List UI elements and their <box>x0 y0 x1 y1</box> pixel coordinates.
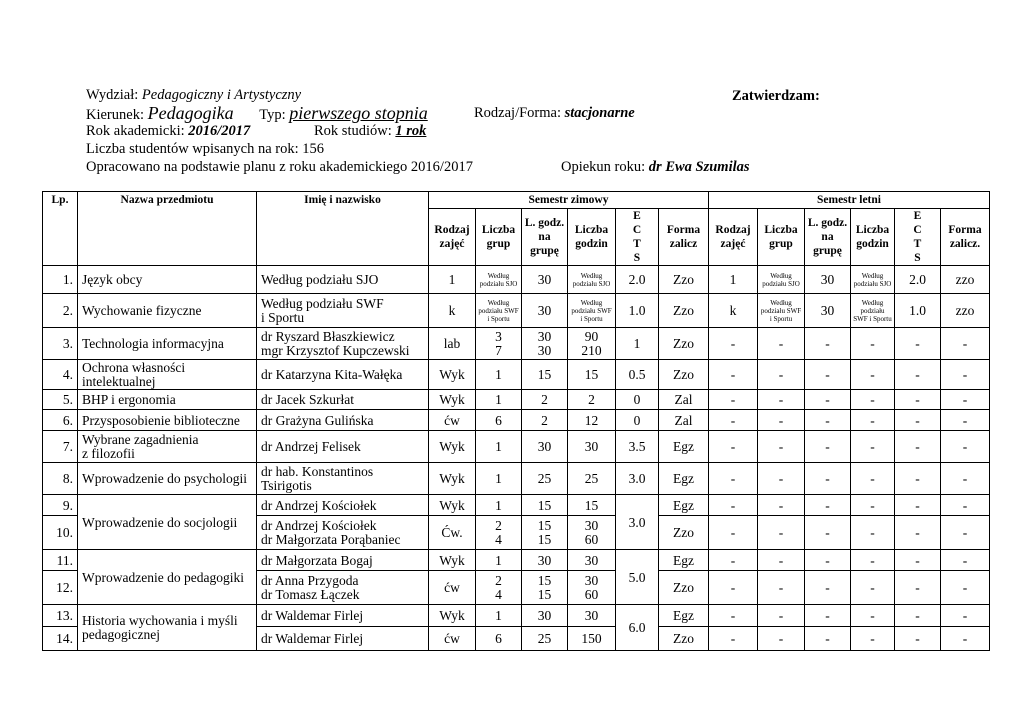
winter-hours-total: 90 210 <box>568 328 616 360</box>
winter-ects-header: E C T S <box>616 209 659 266</box>
winter-class-type: Wyk <box>429 360 476 390</box>
summer-hours-per-group: - <box>805 328 851 360</box>
row-number: 5. <box>43 390 78 410</box>
winter-hours-per-group: 15 <box>522 360 568 390</box>
summer-ects: 1.0 <box>895 294 941 328</box>
summer-hours-per-group: - <box>805 516 851 550</box>
winter-form: Zal <box>659 390 709 410</box>
summer-hours-total: - <box>851 495 895 516</box>
faculty-label: Wydział: <box>86 87 139 103</box>
summer-groups: - <box>758 360 805 390</box>
summer-groups-header: Liczba grup <box>758 209 805 266</box>
table-row <box>43 463 990 495</box>
winter-class-type: 1 <box>429 266 476 294</box>
table-row <box>43 390 990 410</box>
summer-ects: - <box>895 390 941 410</box>
summer-class-type: 1 <box>709 266 758 294</box>
summer-hours-per-group: - <box>805 627 851 651</box>
summer-hours-total: - <box>851 550 895 571</box>
type-value: pierwszego stopnia <box>289 103 428 123</box>
winter-hours-per-group: 25 <box>522 627 568 651</box>
summer-hours-total: - <box>851 410 895 431</box>
winter-hours-total: 25 <box>568 463 616 495</box>
summer-form: - <box>941 410 990 431</box>
summer-form: - <box>941 627 990 651</box>
winter-groups: Według podziału SWF i Sportu <box>476 294 522 328</box>
winter-hours-per-group: 30 <box>522 605 568 627</box>
academic-year-label: Rok akademicki: <box>86 123 185 139</box>
summer-hours-per-group: 30 <box>805 266 851 294</box>
subject-name: Historia wychowania i myśli pedagogicznej <box>78 605 257 651</box>
winter-hours-per-group-header: L. godz. na grupę <box>522 209 568 266</box>
subject-name: Wprowadzenie do psychologii <box>78 463 257 495</box>
winter-hours-total: 15 <box>568 360 616 390</box>
summer-class-type: - <box>709 605 758 627</box>
table-row <box>43 550 990 571</box>
winter-hours-per-group: 30 30 <box>522 328 568 360</box>
winter-ects: 5.0 <box>616 550 659 605</box>
summer-form: - <box>941 431 990 463</box>
winter-hours-per-group: 30 <box>522 294 568 328</box>
supervisor-value: dr Ewa Szumilas <box>648 159 750 175</box>
summer-hours-per-group: - <box>805 571 851 605</box>
summer-groups: - <box>758 571 805 605</box>
teacher-name: dr Małgorzata Bogaj <box>257 550 429 571</box>
winter-form: Zzo <box>659 516 709 550</box>
teacher-name: dr Ryszard Błaszkiewicz mgr Krzysztof Kupczewski <box>257 328 429 360</box>
row-number: 14. <box>43 627 78 651</box>
teacher-name: dr Jacek Szkurłat <box>257 390 429 410</box>
winter-form: Zal <box>659 410 709 431</box>
winter-hours-per-group: 15 15 <box>522 516 568 550</box>
winter-hours-per-group: 25 <box>522 463 568 495</box>
summer-groups: - <box>758 516 805 550</box>
students-count-line: Liczba studentów wpisanych na rok: 156 <box>86 141 324 157</box>
teacher-name: dr Andrzej Felisek <box>257 431 429 463</box>
winter-form: Egz <box>659 495 709 516</box>
subject-name: BHP i ergonomia <box>78 390 257 410</box>
winter-form: Zzo <box>659 266 709 294</box>
summer-hours-total: - <box>851 463 895 495</box>
summer-class-type-header: Rodzaj zajęć <box>709 209 758 266</box>
winter-groups: 1 <box>476 390 522 410</box>
winter-groups: 1 <box>476 605 522 627</box>
summer-groups: Według podziału SWF i Sportu <box>758 294 805 328</box>
winter-class-type: ćw <box>429 627 476 651</box>
summer-semester-header: Semestr letni <box>709 192 990 209</box>
study-year-label: Rok studiów: <box>314 123 392 139</box>
teacher-name: Według podziału SWF i Sportu <box>257 294 429 328</box>
study-year-value: 1 rok <box>395 123 427 139</box>
winter-hours-per-group: 30 <box>522 431 568 463</box>
summer-form: - <box>941 360 990 390</box>
type-label: Typ: <box>259 107 286 123</box>
summer-groups: - <box>758 495 805 516</box>
winter-form: Zzo <box>659 627 709 651</box>
winter-groups: 1 <box>476 431 522 463</box>
academic-year-value: 2016/2017 <box>188 123 251 139</box>
winter-hours-total-header: Liczba godzin <box>568 209 616 266</box>
mode-label: Rodzaj/Forma: <box>474 105 561 121</box>
winter-ects: 0 <box>616 410 659 431</box>
winter-groups: 2 4 <box>476 516 522 550</box>
teacher-name: dr Andrzej Kościołek dr Małgorzata Porąbaniec <box>257 516 429 550</box>
summer-hours-per-group: - <box>805 360 851 390</box>
summer-hours-total: - <box>851 390 895 410</box>
mode-value: stacjonarne <box>564 105 635 121</box>
winter-form: Zzo <box>659 571 709 605</box>
summer-hours-total: - <box>851 605 895 627</box>
winter-ects: 0.5 <box>616 360 659 390</box>
summer-hours-per-group: - <box>805 463 851 495</box>
subject-name: Wprowadzenie do socjologii <box>78 495 257 550</box>
winter-hours-per-group: 2 <box>522 390 568 410</box>
winter-class-type: lab <box>429 328 476 360</box>
table-row <box>43 605 990 627</box>
table-row <box>43 431 990 463</box>
summer-ects-header: E C T S <box>895 209 941 266</box>
summer-ects: - <box>895 410 941 431</box>
summer-groups: - <box>758 390 805 410</box>
course-label: Kierunek: <box>86 107 144 123</box>
teacher-name: dr Anna Przygoda dr Tomasz Łączek <box>257 571 429 605</box>
summer-class-type: - <box>709 360 758 390</box>
table-row <box>43 266 990 294</box>
winter-ects: 0 <box>616 390 659 410</box>
winter-hours-total: 30 60 <box>568 516 616 550</box>
summer-class-type: - <box>709 516 758 550</box>
based-on-line <box>86 158 846 176</box>
teacher-name: dr hab. Konstantinos Tsirigotis <box>257 463 429 495</box>
summer-groups: Według podziału SJO <box>758 266 805 294</box>
row-number: 12. <box>43 571 78 605</box>
summer-groups: - <box>758 463 805 495</box>
table-row <box>43 294 990 328</box>
summer-form: - <box>941 605 990 627</box>
winter-groups: Według podziału SJO <box>476 266 522 294</box>
winter-hours-total: 2 <box>568 390 616 410</box>
winter-form: Egz <box>659 605 709 627</box>
winter-class-type: ćw <box>429 571 476 605</box>
study-plan-table <box>42 191 990 651</box>
summer-form: zzo <box>941 294 990 328</box>
row-number: 2. <box>43 294 78 328</box>
row-number: 6. <box>43 410 78 431</box>
subject-name: Wychowanie fizyczne <box>78 294 257 328</box>
summer-form: - <box>941 571 990 605</box>
winter-hours-total: 12 <box>568 410 616 431</box>
summer-groups: - <box>758 431 805 463</box>
summer-form: - <box>941 495 990 516</box>
summer-hours-total: - <box>851 571 895 605</box>
summer-form: zzo <box>941 266 990 294</box>
summer-hours-per-group: 30 <box>805 294 851 328</box>
summer-form: - <box>941 328 990 360</box>
winter-hours-total: Według podziału SJO <box>568 266 616 294</box>
summer-hours-total: - <box>851 328 895 360</box>
winter-form: Zzo <box>659 360 709 390</box>
teacher-name: dr Andrzej Kościołek <box>257 495 429 516</box>
summer-form: - <box>941 516 990 550</box>
summer-class-type: - <box>709 495 758 516</box>
summer-hours-per-group: - <box>805 410 851 431</box>
summer-form: - <box>941 463 990 495</box>
summer-hours-total: - <box>851 627 895 651</box>
row-number: 9. <box>43 495 78 516</box>
supervisor-label: Opiekun roku: <box>561 159 646 175</box>
winter-form: Zzo <box>659 328 709 360</box>
summer-class-type: - <box>709 431 758 463</box>
summer-ects: - <box>895 516 941 550</box>
winter-class-type: k <box>429 294 476 328</box>
subject-name: Wprowadzenie do pedagogiki <box>78 550 257 605</box>
winter-class-type: Wyk <box>429 605 476 627</box>
summer-hours-per-group: - <box>805 431 851 463</box>
winter-groups: 1 <box>476 495 522 516</box>
winter-ects: 1 <box>616 328 659 360</box>
row-number: 13. <box>43 605 78 627</box>
winter-class-type: Wyk <box>429 390 476 410</box>
summer-hours-total-header: Liczba godzin <box>851 209 895 266</box>
row-number: 3. <box>43 328 78 360</box>
summer-hours-per-group-header: L. godz. na grupę <box>805 209 851 266</box>
teacher-name: dr Grażyna Gulińska <box>257 410 429 431</box>
winter-form: Egz <box>659 550 709 571</box>
summer-class-type: - <box>709 328 758 360</box>
winter-groups: 1 <box>476 550 522 571</box>
winter-groups: 2 4 <box>476 571 522 605</box>
summer-class-type: k <box>709 294 758 328</box>
winter-hours-total: Według podziału SWF i Sportu <box>568 294 616 328</box>
winter-groups: 3 7 <box>476 328 522 360</box>
summer-ects: - <box>895 463 941 495</box>
summer-groups: - <box>758 605 805 627</box>
summer-class-type: - <box>709 571 758 605</box>
winter-form: Egz <box>659 463 709 495</box>
table-row <box>43 410 990 431</box>
row-number: 11. <box>43 550 78 571</box>
summer-hours-per-group: - <box>805 550 851 571</box>
summer-ects: - <box>895 571 941 605</box>
teacher-name: dr Katarzyna Kita-Wałęka <box>257 360 429 390</box>
winter-ects: 3.0 <box>616 463 659 495</box>
row-number: 10. <box>43 516 78 550</box>
winter-semester-header: Semestr zimowy <box>429 192 709 209</box>
summer-hours-total: Według podziału SWF i Sportu <box>851 294 895 328</box>
summer-ects: - <box>895 495 941 516</box>
winter-groups: 6 <box>476 410 522 431</box>
winter-class-type: Wyk <box>429 495 476 516</box>
summer-hours-total: - <box>851 360 895 390</box>
summer-ects: - <box>895 431 941 463</box>
winter-ects: 6.0 <box>616 605 659 651</box>
winter-groups: 1 <box>476 360 522 390</box>
winter-hours-per-group: 2 <box>522 410 568 431</box>
summer-ects: - <box>895 605 941 627</box>
summer-hours-total: - <box>851 431 895 463</box>
course-line <box>86 104 846 122</box>
table-row <box>43 328 990 360</box>
winter-ects: 3.5 <box>616 431 659 463</box>
faculty-value: Pedagogiczny i Artystyczny <box>141 87 302 103</box>
approval-label: Zatwierdzam: <box>732 88 820 104</box>
winter-hours-per-group: 15 15 <box>522 571 568 605</box>
winter-hours-total: 15 <box>568 495 616 516</box>
summer-class-type: - <box>709 410 758 431</box>
summer-hours-per-group: - <box>805 390 851 410</box>
winter-class-type: ćw <box>429 410 476 431</box>
summer-hours-total: Według podziału SJO <box>851 266 895 294</box>
summer-form: - <box>941 550 990 571</box>
summer-hours-per-group: - <box>805 495 851 516</box>
winter-class-type-header: Rodzaj zajęć <box>429 209 476 266</box>
winter-hours-total: 30 <box>568 431 616 463</box>
summer-ects: - <box>895 627 941 651</box>
winter-hours-per-group: 30 <box>522 266 568 294</box>
winter-class-type: Ćw. <box>429 516 476 550</box>
table-row <box>43 360 990 390</box>
teacher-name: dr Waldemar Firlej <box>257 627 429 651</box>
winter-form: Egz <box>659 431 709 463</box>
summer-class-type: - <box>709 550 758 571</box>
row-number: 1. <box>43 266 78 294</box>
summer-hours-total: - <box>851 516 895 550</box>
summer-class-type: - <box>709 627 758 651</box>
winter-ects: 1.0 <box>616 294 659 328</box>
summer-form-header: Forma zalicz. <box>941 209 990 266</box>
summer-groups: - <box>758 550 805 571</box>
summer-ects: - <box>895 550 941 571</box>
summer-groups: - <box>758 627 805 651</box>
winter-ects: 3.0 <box>616 495 659 550</box>
winter-form: Zzo <box>659 294 709 328</box>
summer-ects: - <box>895 360 941 390</box>
summer-class-type: - <box>709 463 758 495</box>
subject-name: Technologia informacyjna <box>78 328 257 360</box>
subject-name: Ochrona własności intelektualnej <box>78 360 257 390</box>
academic-year-line <box>86 122 846 140</box>
winter-hours-total: 150 <box>568 627 616 651</box>
subject-name: Wybrane zagadnienia z filozofii <box>78 431 257 463</box>
winter-form-header: Forma zalicz <box>659 209 709 266</box>
summer-groups: - <box>758 328 805 360</box>
winter-hours-total: 30 <box>568 605 616 627</box>
course-value: Pedagogika <box>147 103 234 123</box>
header-row <box>43 192 990 209</box>
subject-name: Język obcy <box>78 266 257 294</box>
winter-ects: 2.0 <box>616 266 659 294</box>
summer-hours-per-group: - <box>805 605 851 627</box>
summer-ects: - <box>895 328 941 360</box>
winter-class-type: Wyk <box>429 550 476 571</box>
table-row <box>43 495 990 516</box>
summer-form: - <box>941 390 990 410</box>
col-lp-header: Lp. <box>43 192 78 266</box>
row-number: 8. <box>43 463 78 495</box>
winter-groups: 1 <box>476 463 522 495</box>
winter-class-type: Wyk <box>429 463 476 495</box>
col-name-header: Nazwa przedmiotu <box>78 192 257 266</box>
winter-groups: 6 <box>476 627 522 651</box>
winter-hours-total: 30 60 <box>568 571 616 605</box>
summer-groups: - <box>758 410 805 431</box>
winter-groups-header: Liczba grup <box>476 209 522 266</box>
based-on-text: Opracowano na podstawie planu z roku akademickiego 2016/2017 <box>86 159 473 175</box>
winter-hours-total: 30 <box>568 550 616 571</box>
teacher-name: dr Waldemar Firlej <box>257 605 429 627</box>
winter-class-type: Wyk <box>429 431 476 463</box>
teacher-name: Według podziału SJO <box>257 266 429 294</box>
row-number: 4. <box>43 360 78 390</box>
summer-ects: 2.0 <box>895 266 941 294</box>
winter-hours-per-group: 15 <box>522 495 568 516</box>
subject-name: Przysposobienie biblioteczne <box>78 410 257 431</box>
row-number: 7. <box>43 431 78 463</box>
winter-hours-per-group: 30 <box>522 550 568 571</box>
col-teacher-header: Imię i nazwisko <box>257 192 429 266</box>
summer-class-type: - <box>709 390 758 410</box>
